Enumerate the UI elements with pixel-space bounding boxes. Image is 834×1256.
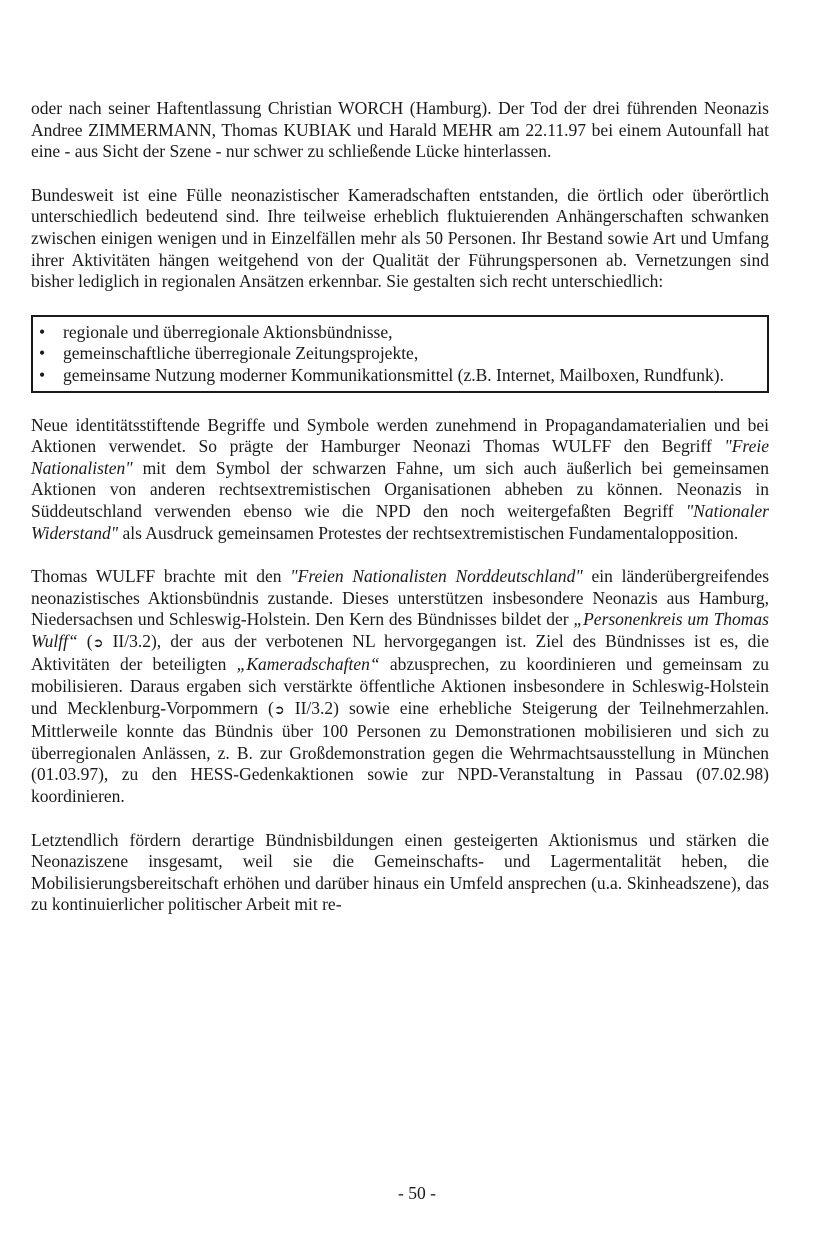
- cross-reference-arrow-icon: ➲: [273, 702, 285, 718]
- bullet-icon: •: [39, 343, 46, 364]
- paragraph-3: Neue identitätsstiftende Begriffe und Symbole werden zunehmend in Propagandamaterialien und bei Aktionen verwendet. So prägte der Hamburger Neonazi Thomas WULFF den Begriff "Freie Nationalisten" mit dem Symbol der schwarzen Fahne, um sich auch äußerlich bei gemeinsamen Aktionen von anderen rechtsextremistischen Organisationen abheben zu können. Neonazis in Süddeutschland verwenden ebenso wie die NPD den noch weitergefaßten Begriff "Nationaler Widerstand" als Ausdruck gemeinsamen Protestes der rechtsextremistischen Fundamentalopposition.: [31, 414, 769, 543]
- body-text: [31, 98, 769, 916]
- term-freie-nationalisten: "Freie Nationalisten": [31, 436, 769, 478]
- cross-reference: II/3.2: [294, 697, 334, 718]
- bullet-item: • regionale und überregionale Aktionsbündnisse,: [39, 321, 393, 342]
- term-personenkreis: „Personenkreis um Thomas Wulff“: [31, 609, 769, 651]
- term-freie-nationalisten-norddeutschland: "Freien Nationalisten Norddeutschland": [290, 566, 583, 587]
- bullet-item: • gemeinsame Nutzung moderner Kommunikationsmittel (z.B. Internet, Mailboxen, Rundfunk).: [39, 364, 724, 385]
- paragraph-2: Bundesweit ist eine Fülle neonazistischer Kameradschaften entstanden, die örtlich oder überörtlich unterschiedlich bedeutend sind. Ihre teilweise erheblich fluktuierenden Anhängerschaften schwanken zwischen einigen wenigen und in Einzelfällen mehr als 50 Personen. Ihr Bestand sowie Art und Umfang ihrer Aktivitäten hängen weitgehend von der Qualität der Führungspersonen ab. Vernetzungen sind bisher lediglich in regionalen Ansätzen erkennbar. Sie gestalten sich recht unterschiedlich:: [31, 184, 769, 292]
- cross-reference-arrow-icon: ➲: [92, 635, 104, 651]
- bullet-icon: •: [39, 321, 46, 342]
- paragraph-1: oder nach seiner Haftentlassung Christian WORCH (Hamburg). Der Tod der drei führenden Neonazis Andree ZIMMERMANN, Thomas KUBIAK und Harald MEHR am 22.11.97 bei einem Autounfall hat eine - aus Sicht der Szene - nur schwer zu schließende Lücke hinterlassen.: [31, 98, 769, 162]
- bullet-box: [31, 315, 769, 393]
- paragraph-4: Thomas WULFF brachte mit den "Freien Nationalisten Norddeutschland" ein länderübergreifendes neonazistisches Aktionsbündnis zustande. Dieses unterstützen insbesondere Neonazis aus Hamburg, Niedersachsen und Schleswig-Holstein. Den Kern des Bündnisses bildet der „Personenkreis um Thomas Wulff“ (➲ II/3.2), der aus der verbotenen NL hervorgegangen ist. Ziel des Bündnisses ist es, die Aktivitäten der beteiligten „Kameradschaften“ abzusprechen, zu koordinieren und gemeinsam zu mobilisieren. Daraus ergaben sich verstärkte öffentliche Aktionen insbesondere in Schleswig-Holstein und Mecklenburg-Vorpommern (➲ II/3.2) sowie eine erhebliche Steigerung der Teilnehmerzahlen. Mittlerweile konnte das Bündnis über 100 Personen zu Demonstrationen mobilisieren und sich zu überregionalen Anlässen, z. B. zur Großdemonstration gegen die Wehrmachtsausstellung in München (01.03.97), zu den HESS-Gedenkaktionen sowie zur NPD-Veranstaltung in Passau (07.02.98) koordinieren.: [31, 566, 770, 807]
- paragraph-5: Letztendlich fördern derartige Bündnisbildungen einen gesteigerten Aktionismus und stärken die Neonaziszene insgesamt, weil sie die Gemeinschafts- und Lagermentalität heben, die Mobilisierungsbereitschaft erhöhen und darüber hinaus ein Umfeld ansprechen (u.a. Skinheadszene), das zu kontinuierlicher politischer Arbeit mit re-: [31, 829, 769, 915]
- bullet-item: • gemeinschaftliche überregionale Zeitungsprojekte,: [39, 343, 419, 364]
- term-nationaler-widerstand: "Nationaler Widerstand": [31, 500, 769, 543]
- cross-reference: II/3.2: [112, 630, 151, 651]
- page-number: - 50 -: [398, 1183, 436, 1203]
- bullet-list: [33, 322, 767, 387]
- term-kameradschaften: „Kameradschaften“: [236, 654, 380, 675]
- bullet-icon: •: [39, 364, 46, 385]
